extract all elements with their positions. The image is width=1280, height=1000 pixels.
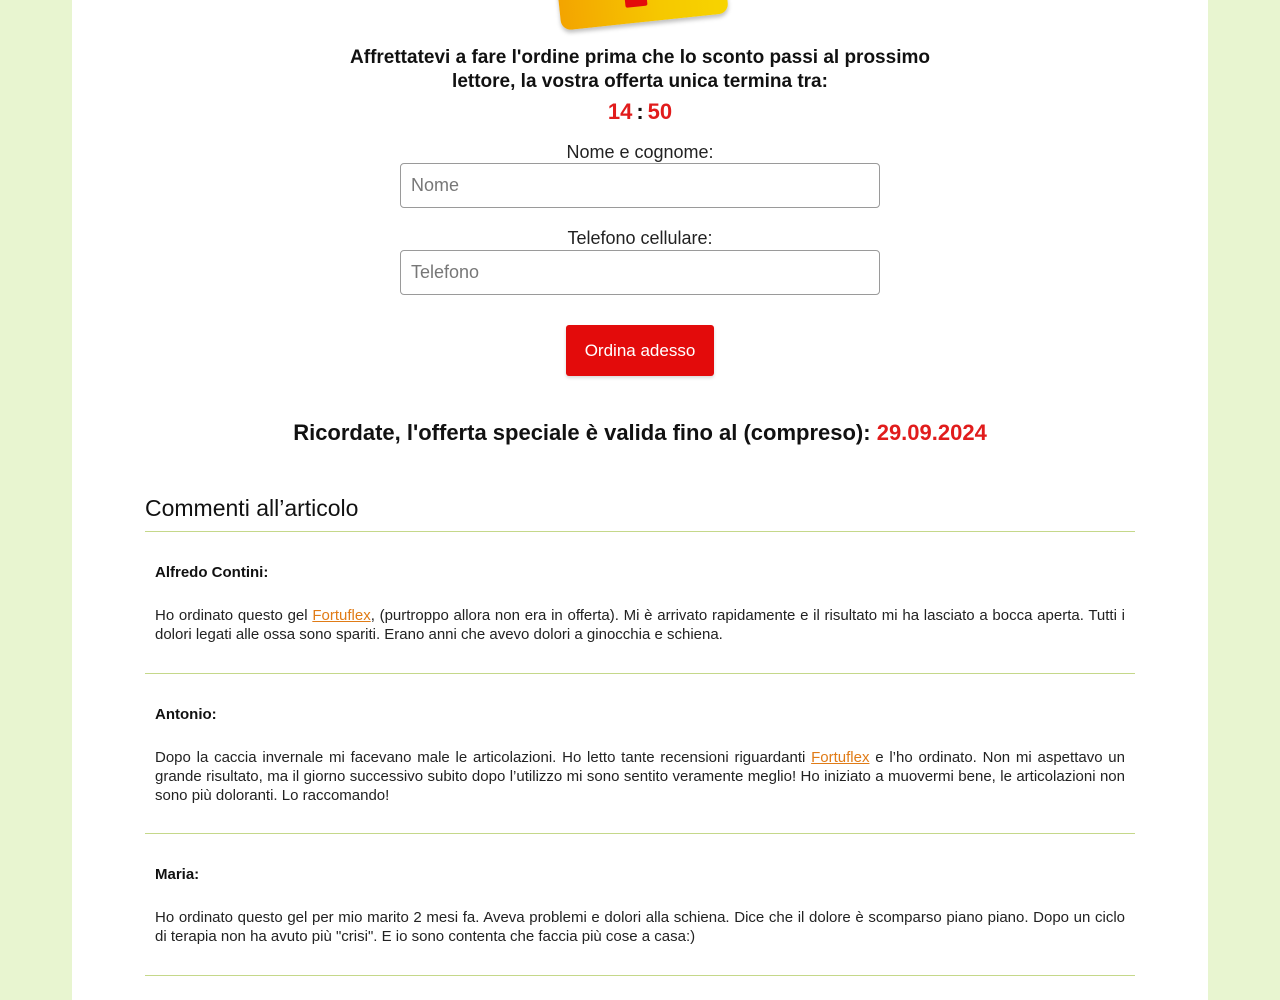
product-link[interactable]: Fortuflex <box>811 749 870 766</box>
banner-red-accent <box>625 0 648 8</box>
page-container <box>72 0 1208 1000</box>
comment-text <box>155 606 1125 644</box>
comment-text: Ho ordinato questo gel per mio marito 2 mesi fa. Aveva problemi e dolori alla schiena. Dice che il dolore è scomparso piano piano. Dopo un ciclo di terapia non ha avuto più "crisi". E io sono contenta che faccia più cose a casa:) <box>155 909 1125 945</box>
validity-date: 29.09.2024 <box>876 420 987 445</box>
comment-text-part: e l’ho ordinato. Non mi aspettavo un grande risultato, ma il giorno successivo subito dopo l’utilizzo mi sono sentito veramente meglio! Ho iniziato a muovermi bene, le articolazioni non sono più doloranti. Lo raccomando! <box>155 749 1125 804</box>
comments-title: Commenti all’articolo <box>145 495 359 521</box>
timer-minutes: 14 <box>607 99 633 124</box>
countdown-timer <box>72 99 1208 125</box>
order-now-button[interactable]: Ordina adesso <box>566 325 714 376</box>
phone-input[interactable] <box>400 250 880 295</box>
comment-author: Maria: <box>155 866 200 883</box>
comment-text-part: Ho ordinato questo gel <box>155 607 313 624</box>
product-banner-image <box>555 0 729 31</box>
comments-title-divider <box>145 531 1135 532</box>
product-link[interactable]: Fortuflex <box>312 607 371 624</box>
name-input[interactable] <box>400 163 880 208</box>
urgency-message <box>72 46 1208 94</box>
comment-divider <box>145 673 1135 674</box>
urgency-line-2: lettore, la vostra offerta unica termina tra: <box>452 71 828 92</box>
comment-text-part: Dopo la caccia invernale mi facevano male le articolazioni. Ho letto tante recensioni riguardanti <box>155 749 812 766</box>
name-label: Nome e cognome: <box>566 142 714 162</box>
phone-label: Telefono cellulare: <box>567 228 713 248</box>
comment-author: Antonio: <box>155 706 217 723</box>
validity-text: Ricordate, l'offerta speciale è valida fino al (compreso): <box>293 420 877 445</box>
comment-text <box>155 748 1125 805</box>
comment-divider <box>145 833 1135 834</box>
timer-separator: : <box>636 99 644 124</box>
comment-divider <box>145 975 1135 976</box>
timer-seconds: 50 <box>647 99 673 124</box>
urgency-line-1: Affrettatevi a fare l'ordine prima che lo sconto passi al prossimo <box>350 47 930 68</box>
offer-validity <box>72 420 1208 446</box>
comment-author: Alfredo Contini: <box>155 564 269 581</box>
comment-text-part: , (purtroppo allora non era in offerta). Mi è arrivato rapidamente e il risultato mi ha lasciato a bocca aperta. Tutti i dolori legati alle ossa sono spariti. Erano anni che avevo dolori a ginocchia e schiena. <box>155 607 1125 643</box>
